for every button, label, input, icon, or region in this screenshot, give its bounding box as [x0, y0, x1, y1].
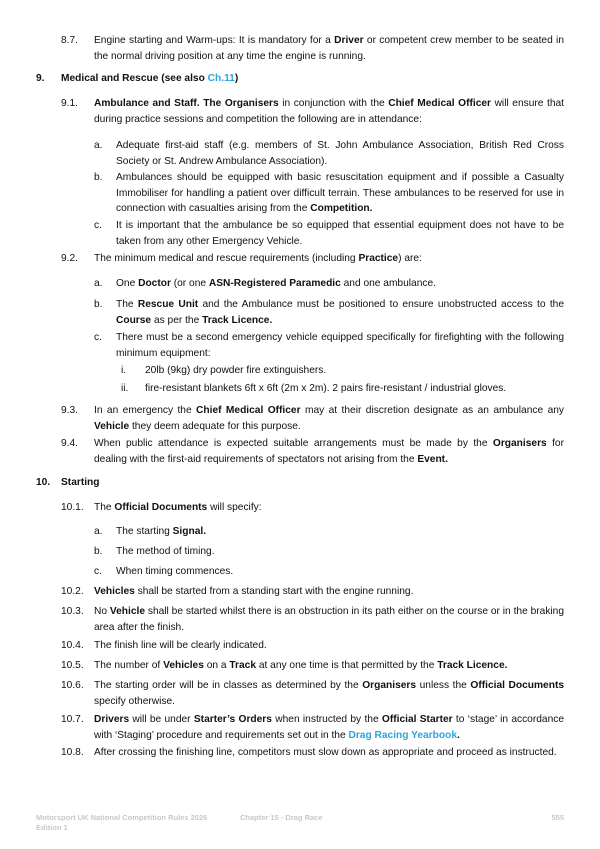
section-heading-9 — [61, 71, 461, 87]
clause-10-8: After crossing the finishing line, competitors must slow down as appropriate and proceed as instructed. — [94, 747, 557, 758]
defined-term: ASN-Registered Paramedic — [208, 278, 341, 289]
text-run: One — [116, 278, 139, 289]
text-run: at any one time is that permitted by the — [256, 660, 438, 671]
clause-number: 8.7. — [61, 35, 78, 46]
clause-number: 9.2. — [61, 253, 78, 264]
clause-9-1 — [94, 96, 564, 127]
text-run: shall be started whilst there is an obstruction in its path either on the course or in the braking area after the finish. — [94, 606, 565, 633]
clause-number: 10.5. — [61, 660, 84, 671]
text-run: on a — [203, 660, 230, 671]
item-label: c. — [94, 332, 102, 343]
clause-9-4 — [94, 436, 564, 467]
text-run: Ambulances should be equipped with basic resuscitation equipment and if possible a Casualty Immobiliser for handling a patient over difficult terrain. These ambulances to be reserved for use in connection with casualties arising from the — [116, 172, 564, 214]
defined-term: The Organisers — [203, 98, 279, 109]
clause-number: 10.7. — [61, 714, 84, 725]
item-label: c. — [94, 220, 102, 231]
item-label: b. — [94, 546, 103, 557]
text-run: When public attendance is expected suitable arrangements must be made by the — [94, 438, 493, 449]
text-run: will be under — [129, 714, 194, 725]
clause-number: 9.4. — [61, 438, 78, 449]
defined-term: Chief Medical Officer — [388, 98, 492, 109]
section-number: 9. — [36, 73, 45, 84]
text-run: The — [94, 502, 115, 513]
defined-term: Course — [116, 314, 152, 326]
clause-10-2 — [94, 584, 564, 600]
defined-term: Vehicle — [109, 606, 146, 617]
defined-term: Organisers — [362, 680, 417, 691]
defined-term: Competition. — [310, 203, 373, 214]
item-label: c. — [94, 566, 102, 577]
clause-number: 10.1. — [61, 502, 84, 513]
defined-term: Official Starter — [381, 714, 453, 725]
text-run: may at their discretion designate as an ambulance any — [300, 405, 564, 416]
text-run: when instructed by the — [271, 714, 382, 725]
clause-10-1-b: The method of timing. — [116, 546, 215, 557]
heading-text: ) — [234, 73, 239, 84]
text-run: The — [116, 299, 138, 310]
footer-edition: Edition 1 — [36, 823, 68, 832]
text-run: The starting — [116, 526, 173, 537]
defined-term: Rescue Unit — [137, 299, 199, 310]
defined-term: Doctor — [138, 278, 171, 289]
defined-term: Starter’s Orders — [193, 714, 272, 725]
clause-number: 10.3. — [61, 606, 84, 617]
text-run: in conjunction with the — [278, 98, 389, 109]
clause-10-7 — [94, 712, 564, 743]
defined-term: Track — [229, 660, 256, 671]
clause-number: 10.2. — [61, 586, 84, 597]
defined-term: Event. — [417, 453, 448, 465]
item-label: a. — [94, 278, 103, 289]
defined-term: . — [456, 729, 460, 741]
heading-text: Medical and Rescue (see also — [61, 73, 208, 84]
clause-10-6 — [94, 678, 564, 709]
text-run: for dealing with the first-aid requirements of spectators not arising from the — [94, 438, 564, 465]
text-run: to ‘stage’ in accordance with ‘Staging’ procedure and requirements set out in the — [94, 714, 564, 741]
defined-term: Vehicles — [94, 586, 135, 597]
defined-term: Practice — [358, 253, 399, 264]
defined-term: Organisers — [492, 438, 547, 449]
defined-term: Signal. — [172, 526, 207, 537]
clause-9-2-b — [116, 297, 564, 328]
defined-term: Vehicle — [94, 420, 130, 432]
item-label: a. — [94, 526, 103, 537]
text-run: they deem adequate for this purpose. — [129, 420, 301, 432]
defined-term: Track Licence. — [437, 660, 508, 671]
footer-rulebook-title: Motorsport UK National Competition Rules 2026 — [36, 813, 208, 822]
section-number: 10. — [36, 477, 51, 488]
text-run: No — [94, 606, 110, 617]
defined-term: Ambulance and Staff. — [94, 98, 200, 109]
text-run: and one ambulance. — [340, 278, 436, 289]
defined-term: Driver — [334, 35, 364, 46]
item-label: b. — [94, 299, 103, 310]
clause-9-2-c-i: 20lb (9kg) dry powder fire extinguishers. — [145, 365, 327, 376]
text-run: will ensure that during practice sessions and competition the following are in attendance: — [94, 98, 564, 125]
text-run: Engine starting and Warm-ups: It is mandatory for a — [94, 35, 335, 46]
item-label: a. — [94, 140, 103, 151]
text-run: The minimum medical and rescue requirements (including — [94, 253, 359, 264]
clause-10-1-a — [116, 524, 564, 540]
clause-10-3 — [94, 604, 564, 635]
footer-chapter: Chapter 15 - Drag Race — [240, 813, 323, 822]
clause-8-7 — [94, 33, 564, 64]
text-run: specify otherwise. — [94, 695, 175, 707]
defined-term: Chief Medical Officer — [196, 405, 301, 416]
clause-9-1-c: It is important that the ambulance be so equipped that essential equipment does not have to be taken from any other Emergency Vehicle. — [116, 220, 564, 247]
clause-number: 10.6. — [61, 680, 84, 691]
clause-9-2-a — [116, 276, 564, 292]
clause-9-2-c-ii: fire-resistant blankets 6ft x 6ft (2m x 2m). 2 pairs fire-resistant / industrial gloves. — [145, 383, 507, 394]
clause-10-4: The finish line will be clearly indicated. — [94, 640, 267, 651]
defined-term: Official Documents — [470, 680, 564, 691]
text-run: shall be started from a standing start with the engine running. — [134, 586, 414, 597]
text-run: will specify: — [207, 502, 262, 513]
clause-10-5 — [94, 658, 564, 674]
defined-term: Drivers — [94, 714, 130, 725]
text-run: The starting order will be in classes as determined by the — [94, 680, 363, 691]
text-run: and the Ambulance must be positioned to ensure unobstructed access to the — [198, 299, 564, 310]
page-number: 555 — [551, 813, 564, 822]
text-run: as per the — [151, 314, 203, 326]
clause-10-1-c: When timing commences. — [116, 566, 234, 577]
clause-number: 10.8. — [61, 747, 84, 758]
clause-number: 9.1. — [61, 98, 78, 109]
section-heading-10: Starting — [61, 477, 100, 488]
clause-number: 9.3. — [61, 405, 78, 416]
defined-term: Vehicles — [163, 660, 204, 671]
clause-9-1-a: Adequate first-aid staff (e.g. members of St. John Ambulance Association, British Red Cross Society or St. Andrew Ambulance Association). — [116, 140, 564, 167]
clause-9-3 — [94, 403, 564, 434]
text-run: In an emergency the — [94, 405, 197, 416]
clause-10-1 — [94, 500, 564, 516]
yearbook-link[interactable]: Drag Racing Yearbook — [348, 729, 457, 741]
item-label: i. — [121, 365, 127, 376]
clause-9-1-b — [116, 170, 564, 217]
text-run: or competent crew member to be seated in the normal driving position at any time the engine is running. — [94, 35, 564, 62]
clause-number: 10.4. — [61, 640, 84, 651]
text-run: unless the — [416, 680, 471, 691]
clause-9-2-c: There must be a second emergency vehicle equipped specifically for firefighting with the following minimum equipment: — [116, 332, 564, 359]
text-run: ) are: — [398, 253, 422, 264]
text-run: The number of — [94, 660, 164, 671]
defined-term: Track Licence. — [202, 314, 273, 326]
defined-term: Official Documents — [114, 502, 208, 513]
chapter-link[interactable]: Ch.11 — [207, 73, 235, 84]
item-label: b. — [94, 172, 103, 183]
clause-9-2 — [94, 251, 564, 267]
item-label: ii. — [121, 383, 129, 394]
text-run: (or one — [170, 278, 209, 289]
